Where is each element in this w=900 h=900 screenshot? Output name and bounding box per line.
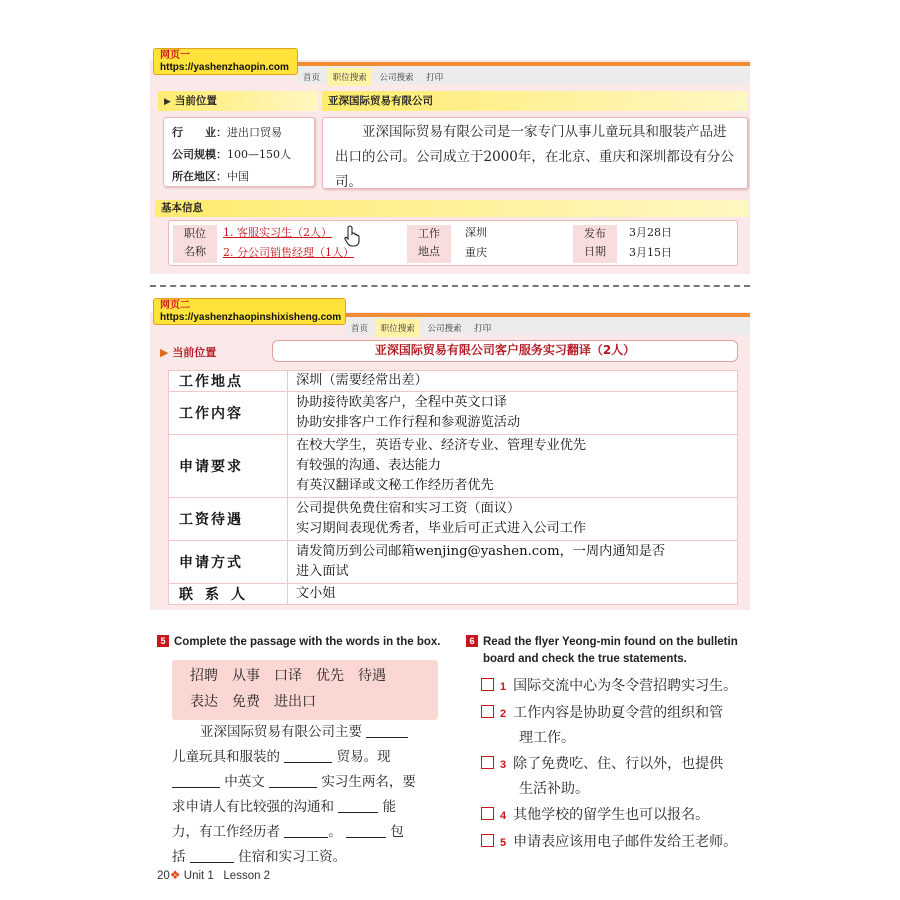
row-line: 协助接待欧美客户，全程中英文口译	[296, 395, 507, 410]
row-line: 在校大学生，英语专业、经济专业、管理专业优先	[296, 438, 587, 453]
word-box	[172, 660, 438, 720]
exercise-6-statements	[481, 674, 771, 855]
job-detail-table	[168, 370, 738, 605]
row-line: 实习期间表现优秀者，毕业后可正式进入公司工作	[296, 521, 587, 536]
word-item: 表达	[190, 694, 218, 710]
exercise-5-passage: 亚深国际贸易有限公司主要 儿童玩具和服装的 贸易。现 中英文 实习生两名，要 求申请人有比较强的沟通和 能 力，有工作经历者 。 包 括 住宿和实习工资。	[172, 720, 452, 870]
position-label: 职位 名称	[173, 225, 217, 263]
page-number: 20	[157, 870, 170, 882]
nav-home[interactable]: 首页	[351, 324, 369, 334]
blank-6[interactable]	[284, 821, 328, 838]
company-name-bar	[322, 91, 748, 111]
webpage-1-label: 网页一	[160, 50, 190, 61]
info-size: 公司规模：100—150人	[172, 148, 291, 161]
nav-company-search[interactable]: 公司搜索	[379, 73, 414, 83]
row-label: 申请方式	[169, 541, 288, 584]
row-line: 请发简历到公司邮箱wenjing@yashen.com，一周内通知是否	[296, 544, 666, 559]
page-footer	[157, 868, 357, 882]
basic-info-table	[168, 220, 738, 266]
triangle-right-icon: ▶	[164, 97, 171, 107]
workplace-list: 深圳 重庆	[465, 226, 487, 259]
word-item: 招聘	[190, 668, 218, 684]
word-item: 口译	[274, 668, 302, 684]
checkbox[interactable]	[481, 756, 494, 769]
word-item: 待遇	[358, 668, 386, 684]
statement-item: 2 工作内容是协助夏令营的组织和管 理工作。	[481, 701, 771, 750]
position-link-1[interactable]: 1. 客服实习生（2人）	[223, 226, 332, 239]
hand-cursor-icon	[344, 225, 362, 247]
nav-home[interactable]: 首页	[303, 73, 321, 83]
triangle-right-icon: ▶	[160, 346, 169, 359]
blank-8[interactable]	[190, 846, 234, 863]
nav-company-search[interactable]: 公司搜索	[427, 324, 462, 334]
current-location-label: 当前位置	[174, 95, 217, 107]
exercise-number-6: 6	[466, 635, 478, 647]
blank-4[interactable]	[269, 771, 317, 788]
webpage-1-navbar	[298, 62, 750, 84]
nav-print[interactable]: 打印	[474, 324, 492, 334]
unit-label: Unit 1	[183, 870, 214, 882]
company-description: 亚深国际贸易有限公司是一家专门从事儿童玩具和服装产品进出口的公司。公司成立于2000年，在北京、重庆和深圳都设有分公司。	[322, 117, 748, 189]
webpage-2-url[interactable]: https://yashenzhaopinshixisheng.com	[160, 312, 342, 323]
statement-item: 5 申请表应该用电子邮件发给王老师。	[481, 830, 771, 855]
word-item: 优先	[316, 668, 344, 684]
info-industry: 行 业：进出口贸易	[172, 126, 282, 139]
blank-3[interactable]	[172, 771, 220, 788]
info-region: 所在地区：中国	[172, 170, 249, 183]
word-item: 从事	[232, 668, 260, 684]
row-line: 文小姐	[296, 586, 336, 601]
checkbox[interactable]	[481, 705, 494, 718]
row-line: 有较强的沟通、表达能力	[296, 458, 442, 473]
row-label: 工作内容	[169, 392, 288, 435]
table-row	[169, 392, 738, 435]
table-row	[169, 435, 738, 498]
row-line: 进入面试	[296, 564, 349, 579]
blank-2[interactable]	[284, 746, 332, 763]
table-row	[169, 498, 738, 541]
row-label: 申请要求	[169, 435, 288, 498]
webpage-2-tag	[153, 298, 346, 325]
nav-job-search[interactable]: 职位搜索	[328, 68, 372, 86]
nav-job-search[interactable]: 职位搜索	[376, 319, 420, 337]
checkbox[interactable]	[481, 834, 494, 847]
row-label: 工作地点	[169, 371, 288, 392]
job-title: 亚深国际贸易有限公司客户服务实习翻译（2人）	[272, 340, 738, 362]
word-row	[190, 663, 420, 689]
position-list	[223, 223, 403, 263]
row-line: 有英汉翻译或文秘工作经历者优先	[296, 478, 494, 493]
maple-leaf-icon: ❖	[169, 868, 181, 882]
company-name: 亚深国际贸易有限公司	[328, 95, 433, 107]
lesson-label: Lesson 2	[223, 870, 271, 882]
exercise-5-instruction: 5 Complete the passage with the words in the box.	[157, 634, 457, 651]
exercise-6-instruction: 6 Read the flyer Yeong-min found on the bulletin board and check the true statements.	[466, 634, 756, 668]
row-line: 公司提供免费住宿和实习工资（面议）	[296, 501, 521, 516]
position-link-2[interactable]: 2. 分公司销售经理（1人）	[223, 246, 354, 259]
row-line: 深圳（需要经常出差）	[296, 373, 428, 388]
blank-7[interactable]	[346, 821, 386, 838]
exercise-number-5: 5	[157, 635, 169, 647]
statement-item: 3 除了免费吃、住、行以外，也提供 生活补助。	[481, 752, 771, 801]
nav-print[interactable]: 打印	[426, 73, 444, 83]
blank-1[interactable]	[366, 721, 408, 738]
webpage-1-tag	[153, 48, 298, 75]
table-row	[169, 584, 738, 605]
checkbox[interactable]	[481, 678, 494, 691]
basic-info-bar	[155, 200, 749, 217]
checkbox[interactable]	[481, 807, 494, 820]
word-item: 进出口	[274, 694, 316, 710]
basic-info-label: 基本信息	[161, 202, 203, 214]
word-row	[190, 689, 420, 715]
workplace-label: 工作 地点	[407, 225, 451, 263]
webpage-1-url[interactable]: https://yashenzhaopin.com	[160, 62, 289, 73]
table-row	[169, 541, 738, 584]
row-label: 联系人	[169, 584, 288, 605]
section-divider	[150, 285, 750, 287]
word-item: 免费	[232, 694, 260, 710]
date-list: 3月28日 3月15日	[629, 226, 672, 259]
date-label: 发布 日期	[573, 225, 617, 263]
blank-5[interactable]	[338, 796, 378, 813]
current-location-2: ▶ 当前位置	[160, 346, 217, 359]
statement-item: 4 其他学校的留学生也可以报名。	[481, 803, 771, 828]
table-row	[169, 371, 738, 392]
row-line: 协助安排客户工作行程和参观游览活动	[296, 415, 521, 430]
webpage-2-navbar	[346, 313, 750, 335]
current-location-bar	[158, 91, 318, 111]
statement-item: 1 国际交流中心为冬令营招聘实习生。	[481, 674, 771, 699]
webpage-2-label: 网页二	[160, 300, 190, 311]
row-label: 工资待遇	[169, 498, 288, 541]
company-info-box	[163, 117, 315, 187]
